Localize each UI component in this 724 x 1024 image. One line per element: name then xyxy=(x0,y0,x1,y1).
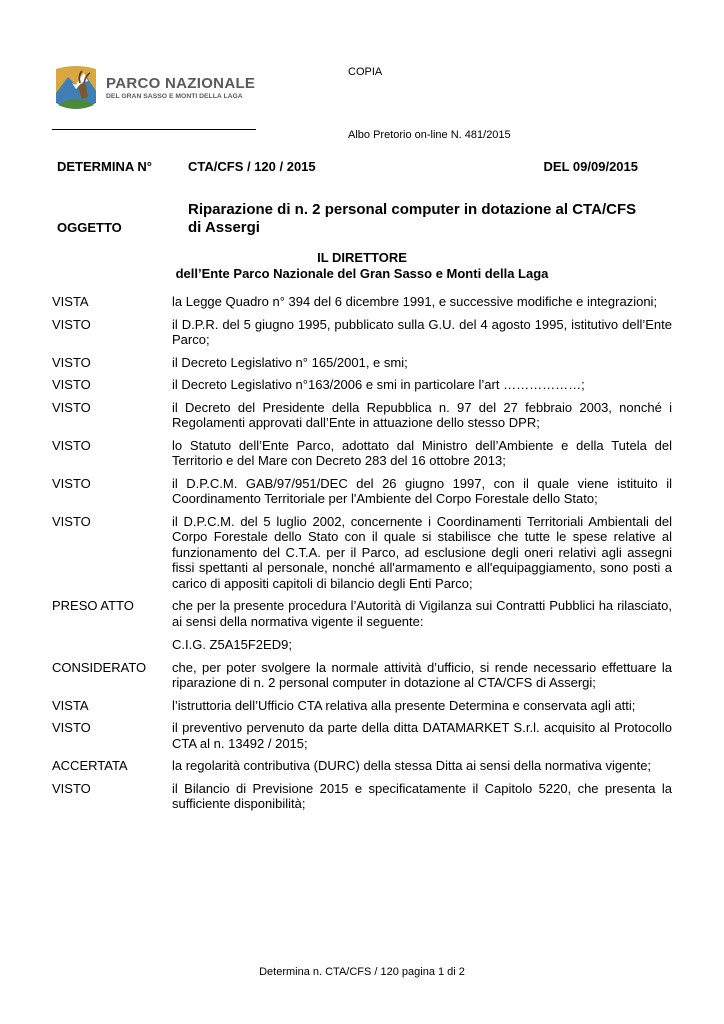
determina-number: CTA/CFS / 120 / 2015 xyxy=(188,159,316,174)
header-divider xyxy=(52,129,256,130)
recital-label: VISTO xyxy=(52,780,91,796)
recital-label: VISTA xyxy=(52,294,89,309)
recitals xyxy=(52,294,672,812)
park-emblem-icon xyxy=(52,63,100,113)
recital-row xyxy=(52,438,672,469)
recital-text: il D.P.C.M. del 5 luglio 2002, concernente i Coordinamenti Territoriali Ambientali del Corpo Forestale dello Stato con il quale si stabilisce che tutte le spese relative al funzionamento del C.T.A. per il Parco, ad esclusione degli oneri relativi agli assegni fissi spettanti al personale, nonché all'armamento e all'equipaggiamento, sono posti a carico di appositi capitoli di bilancio degli Enti Parco; xyxy=(172,513,672,591)
director-title: IL DIRETTORE xyxy=(317,250,407,265)
director-subtitle: dell’Ente Parco Nazionale del Gran Sasso e Monti della Laga xyxy=(175,266,549,281)
recital-label: ACCERTATA xyxy=(52,758,128,773)
albo-pretorio: Albo Pretorio on-line N. 481/2015 xyxy=(348,129,511,141)
recital-text: il Bilancio di Previsione 2015 e specificatamente il Capitolo 5220, che presenta la sufficiente disponibilità; xyxy=(172,780,672,811)
recital-text: la regolarità contributiva (DURC) della stessa Ditta ai sensi della normativa vigente; xyxy=(172,758,652,773)
recital-label: VISTO xyxy=(52,720,91,735)
recital-text: l’istruttoria dell’Ufficio CTA relativa alla presente Determina e conservata agli atti; xyxy=(172,697,636,713)
cig-code: C.I.G. Z5A15F2ED9; xyxy=(172,637,292,652)
recital-text: il D.P.R. del 5 giugno 1995, pubblicato sulla G.U. del 4 agosto 1995, istitutivo dell’Ente Parco; xyxy=(172,316,672,347)
recital-text: il Decreto del Presidente della Repubblica n. 97 del 27 febbraio 2003, nonché i Regolamenti approvati dall’Ente in attuazione dello stesso DPR; xyxy=(172,399,672,430)
recital-label: VISTO xyxy=(52,437,91,453)
recital-text: che, per poter svolgere la normale attività d’ufficio, si rende necessario effettuare la riparazione di n. 2 personal computer in dotazione al CTA/CFS di Assergi; xyxy=(172,659,672,690)
recital-row xyxy=(52,377,672,393)
determina-label: DETERMINA N° xyxy=(57,159,152,174)
recital-text: il Decreto Legislativo n° 165/2001, e smi; xyxy=(172,354,408,370)
page-footer: Determina n. CTA/CFS / 120 pagina 1 di 2 xyxy=(259,966,465,978)
recital-row xyxy=(52,781,672,812)
determina-date: DEL 09/09/2015 xyxy=(543,159,638,174)
recital-row xyxy=(52,355,672,371)
recital-row xyxy=(52,400,672,431)
recital-row xyxy=(52,294,672,310)
recital-row xyxy=(52,514,672,592)
recital-text: il Decreto Legislativo n°163/2006 e smi in particolare l’art ………………; xyxy=(172,377,585,392)
recital-row xyxy=(52,317,672,348)
recital-label: CONSIDERATO xyxy=(52,659,147,675)
copy-label: COPIA xyxy=(348,66,383,78)
recital-row xyxy=(52,598,672,629)
recital-label: VISTO xyxy=(52,354,91,370)
logo-title: PARCO NAZIONALE xyxy=(106,74,256,92)
recital-label: VISTO xyxy=(52,377,91,392)
recital-row xyxy=(52,720,672,751)
recital-label: PRESO ATTO xyxy=(52,598,134,613)
recital-label: VISTO xyxy=(52,475,91,491)
recital-label: VISTO xyxy=(52,399,91,415)
recital-row xyxy=(52,660,672,691)
oggetto-text: Riparazione di n. 2 personal computer in dotazione al CTA/CFS di Assergi xyxy=(188,201,637,236)
recital-row xyxy=(52,698,672,714)
park-logo xyxy=(52,62,272,114)
recital-label: VISTO xyxy=(52,316,91,332)
oggetto-label: OGGETTO xyxy=(57,220,122,235)
recital-text: che per la presente procedura l’Autorità di Vigilanza sui Contratti Pubblici ha rilasciato, ai sensi della normativa vigente il seguente: xyxy=(172,598,672,629)
logo-subtitle: DEL GRAN SASSO E MONTI DELLA LAGA xyxy=(106,92,243,100)
recital-row xyxy=(52,758,672,774)
recital-label: VISTO xyxy=(52,513,91,529)
recital-text: il D.P.C.M. GAB/97/951/DEC del 26 giugno 1997, con il quale viene istituito il Coordinamento Territoriale per l'Ambiente del Corpo Forestale dello Stato; xyxy=(172,475,672,506)
recital-text: lo Statuto dell’Ente Parco, adottato dal Ministro dell’Ambiente e della Tutela del Territorio e del Mare con Decreto 283 del 16 ottobre 2013; xyxy=(172,437,672,468)
recital-text: il preventivo pervenuto da parte della ditta DATAMARKET S.r.l. acquisito al Protocollo CTA al n. 13492 / 2015; xyxy=(172,720,672,751)
recital-text: la Legge Quadro n° 394 del 6 dicembre 1991, e successive modifiche e integrazioni; xyxy=(172,294,658,309)
recital-label: VISTA xyxy=(52,697,89,713)
recital-row xyxy=(52,476,672,507)
